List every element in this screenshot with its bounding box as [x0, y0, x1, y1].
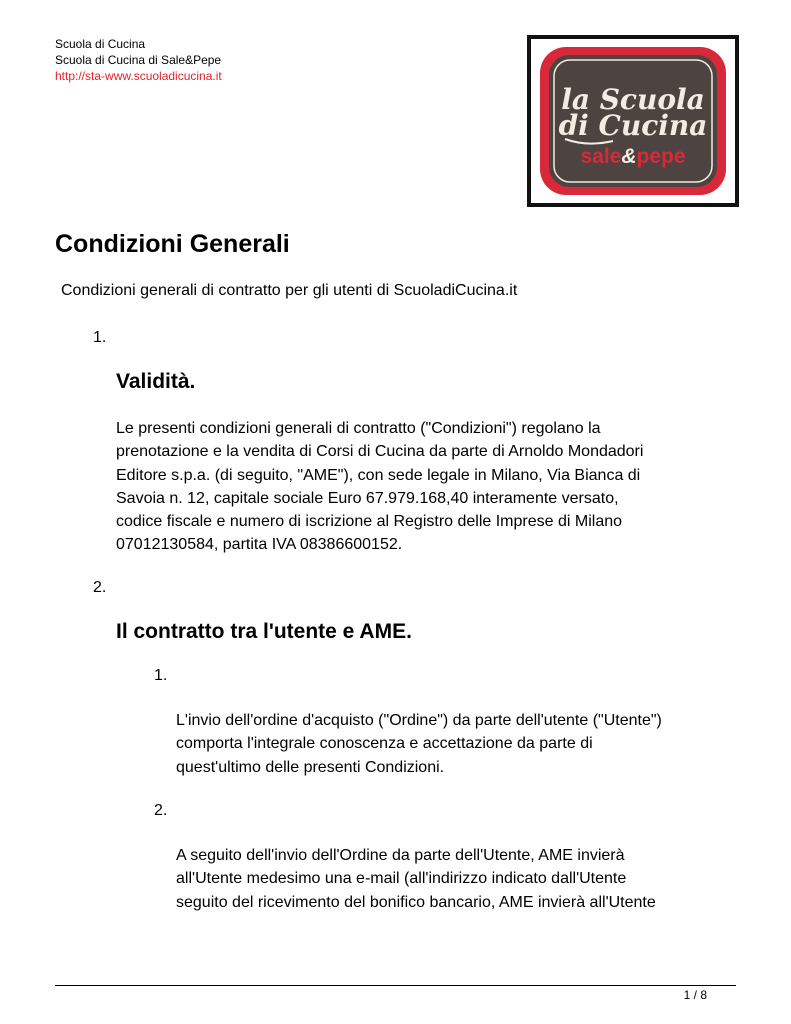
text-line: quest'ultimo delle presenti Condizioni.: [176, 758, 445, 776]
text-line: L'invio dell'ordine d'acquisto ("Ordine") da parte dell'utente ("Utente"): [176, 712, 662, 729]
section-2-number: 2.: [93, 579, 107, 596]
text-line: Savoia n. 12, capitale sociale Euro 67.979.168,40 interamente versato,: [116, 489, 619, 507]
text-line: prenotazione e la vendita di Corsi di Cucina da parte di Arnoldo Mondadori: [116, 443, 644, 461]
text-line: Le presenti condizioni generali di contratto ("Condizioni") regolano la: [116, 420, 601, 437]
subsection-2-1-paragraph: [176, 709, 756, 779]
text-line: comporta l'integrale conoscenza e accettazione da parte di: [176, 735, 593, 753]
text-line: all'Utente medesimo una e-mail (all'indirizzo indicato dall'Utente: [176, 870, 627, 888]
text-line: seguito del ricevimento del bonifico bancario, AME invierà all'Utente: [176, 893, 656, 911]
section-1-title: Validità.: [116, 370, 196, 393]
section-1-number: 1.: [93, 329, 107, 346]
section-2-title: Il contratto tra l'utente e AME.: [116, 620, 412, 643]
footer-divider: [55, 985, 736, 986]
text-line: 07012130584, partita IVA 08386600152.: [116, 536, 403, 554]
page-header: [55, 36, 222, 84]
subsection-2-2-number: 2.: [154, 802, 168, 819]
subsection-2-1-number: 1.: [154, 667, 168, 684]
page-number: 1 / 8: [683, 988, 707, 1002]
scuola-di-cucina-logo: [527, 35, 739, 207]
text-line: A seguito dell'invio dell'Ordine da parte dell'Utente, AME invierà: [176, 847, 625, 864]
header-url-link[interactable]: http://sta-www.scuoladicucina.it: [55, 69, 222, 83]
section-1-paragraph: [116, 417, 746, 557]
logo-text-di-cucina: di Cucina: [558, 109, 708, 142]
text-line: Editore s.p.a. (di seguito, "AME"), con sede legale in Milano, Via Bianca di: [116, 466, 641, 484]
text-line: codice fiscale e numero di iscrizione al Registro delle Imprese di Milano: [116, 513, 623, 531]
subsection-2-2-paragraph: [176, 844, 756, 914]
header-site-name: Scuola di Cucina: [55, 37, 146, 51]
logo-brand-sale-pepe: sale&pepe: [580, 145, 686, 168]
logo-text-la-scuola: la Scuola: [561, 83, 705, 116]
header-site-subtitle: Scuola di Cucina di Sale&Pepe: [55, 53, 222, 67]
page-title: Condizioni Generali: [55, 230, 290, 258]
page-subtitle: Condizioni generali di contratto per gli utenti di ScuoladiCucina.it: [61, 282, 518, 299]
